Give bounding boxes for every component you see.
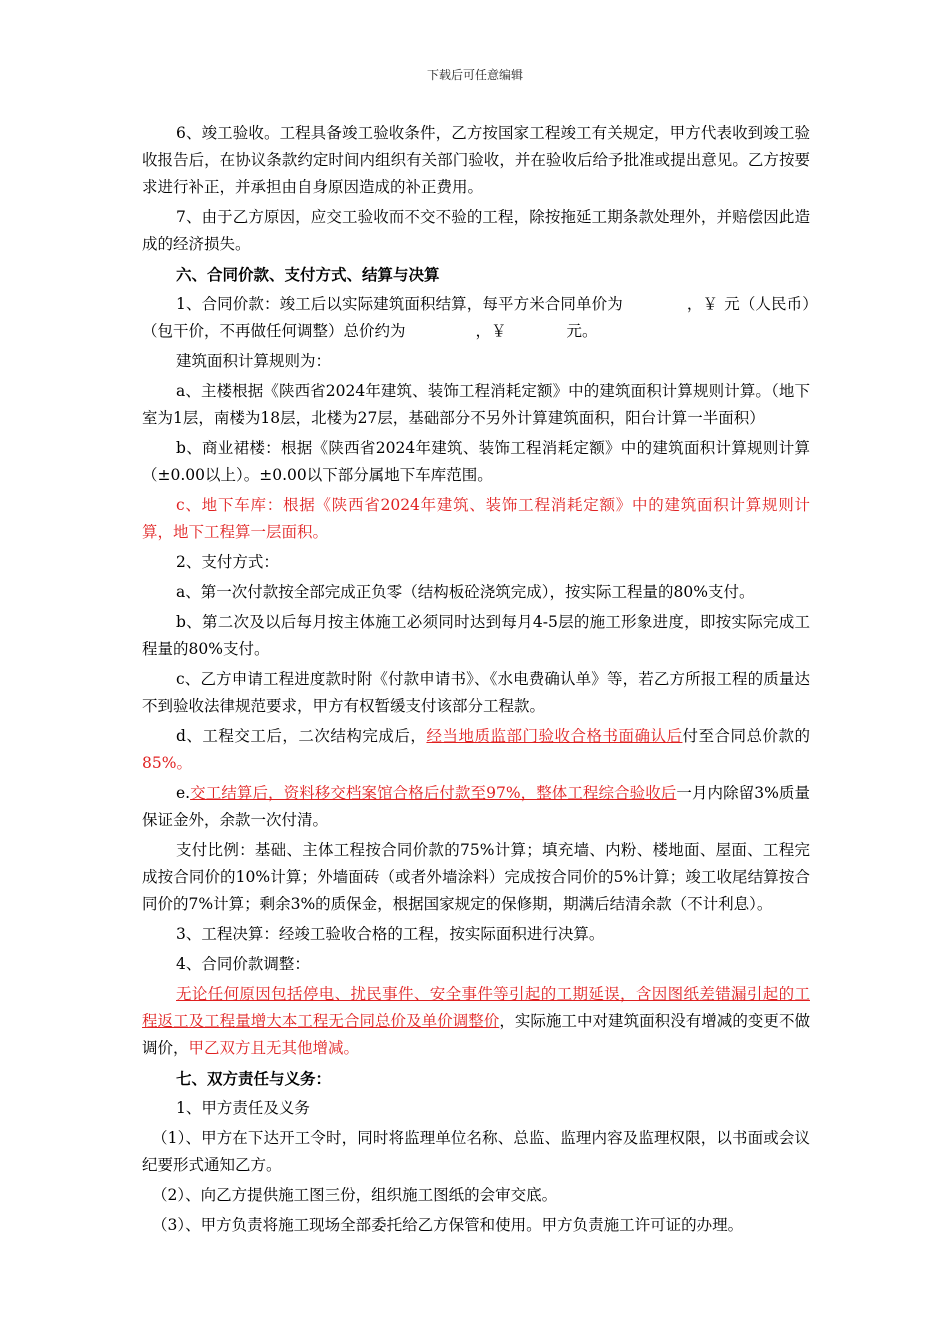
paragraph-final-account: 3、工程决算：经竣工验收合格的工程，按实际面积进行决算。 (176, 925, 605, 943)
paragraph-payment-d: d、工程交工后，二次结构完成后，经当地质监部门验收合格书面确认后付至合同总价款的85%。 (142, 727, 810, 772)
document-body (142, 120, 810, 1242)
paragraph-payment-method: 2、支付方式： (176, 553, 279, 571)
paragraph-payment-a: a、第一次付款按全部完成正负零（结构板砼浇筑完成），按实际工程量的80%支付。 (176, 583, 755, 601)
paragraph-party-a-duties: 1、甲方责任及义务 (176, 1099, 310, 1117)
paragraph-contract-price: 1、合同价款：竣工后以实际建筑面积结算，每平方米合同单价为 ，￥ 元（人民币）（包干价，不再做任何调整）总价约为 ，￥ 元。 (142, 295, 810, 340)
paragraph-rule-c: c、地下车库：根据《陕西省2024年建筑、装饰工程消耗定额》中的建筑面积计算规则计算，地下工程算一层面积。 (142, 496, 810, 541)
page-header: 下载后可任意编辑 (426, 68, 523, 82)
paragraph-completion-acceptance: 6、竣工验收。工程具备竣工验收条件，乙方按国家工程竣工有关规定，甲方代表收到竣工验收报告后，在协议条款约定时间内组织有关部门验收，并在验收后给予批准或提出意见。乙方按要求进行补正，并承担由自身原因造成的补正费用。 (142, 124, 810, 196)
paragraph-duty-3: （3）、甲方负责将施工现场全部委托给乙方保管和使用。甲方负责施工许可证的办理。 (152, 1216, 744, 1234)
paragraph-rule-a: a、主楼根据《陕西省2024年建筑、装饰工程消耗定额》中的建筑面积计算规则计算。（地下室为1层，南楼为18层，北楼为27层，基础部分不另外计算建筑面积，阳台计算一半面积） (142, 382, 810, 427)
section-heading-six: 六、合同价款、支付方式、结算与决算 (176, 265, 440, 284)
paragraph-delay-loss: 7、由于乙方原因，应交工验收而不交不验的工程，除按拖延工期条款处理外，并赔偿因此造成的经济损失。 (142, 208, 810, 253)
paragraph-price-adjust: 4、合同价款调整： (176, 955, 310, 973)
paragraph-rule-b: b、商业裙楼：根据《陕西省2024年建筑、装饰工程消耗定额》中的建筑面积计算规则计算（±0.00以上）。±0.00以下部分属地下车库范围。 (142, 439, 810, 484)
paragraph-price-adjust-detail: 无论任何原因包括停电、扰民事件、安全事件等引起的工期延误，含因图纸差错漏引起的工程返工及工程量增大本工程无合同总价及单价调整价，实际施工中对建筑面积没有增减的变更不做调价，甲乙双方且无其他增减。 (142, 985, 810, 1057)
paragraph-area-rules: 建筑面积计算规则为： (176, 352, 332, 370)
paragraph-duty-2: （2）、向乙方提供施工图三份，组织施工图纸的会审交底。 (152, 1186, 558, 1204)
section-heading-seven: 七、双方责任与义务： (176, 1069, 332, 1088)
paragraph-payment-b: b、第二次及以后每月按主体施工必须同时达到每月4-5层的施工形象进度，即按实际完成工程量的80%支付。 (142, 613, 810, 658)
paragraph-duty-1: （1）、甲方在下达开工令时，同时将监理单位名称、总监、监理内容及监理权限，以书面或会议纪要形式通知乙方。 (142, 1129, 810, 1174)
paragraph-payment-c: c、乙方申请工程进度款时附《付款申请书》、《水电费确认单》等，若乙方所报工程的质量达不到验收法律规范要求，甲方有权暂缓支付该部分工程款。 (142, 670, 810, 715)
paragraph-payment-e: e.交工结算后，资料移交档案馆合格后付款至97%，整体工程综合验收后一月内除留3%质量保证金外，余款一次付清。 (142, 784, 810, 829)
paragraph-payment-ratio: 支付比例：基础、主体工程按合同价款的75%计算；填充墙、内粉、楼地面、屋面、工程完成按合同价的10%计算；外墙面砖（或者外墙涂料）完成按合同价的5%计算；竣工收尾结算按合同价的7%计算；剩余3%的质保金，根据国家规定的保修期，期满后结清余款（不计利息）。 (142, 841, 810, 913)
